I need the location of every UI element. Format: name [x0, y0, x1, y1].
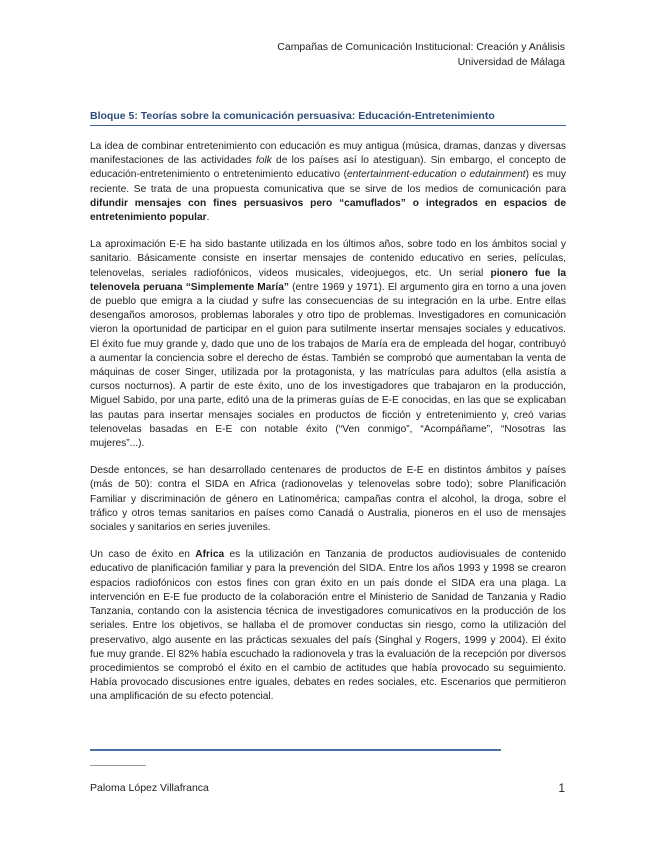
- text-run: pionero fue la telenovela peruana “Simplemente María”: [90, 267, 566, 293]
- text-run: ) es muy reciente. Se trata de una propuesta comunicativa que se sirve de los medios de comunicación para: [90, 169, 566, 195]
- text-run: Africa: [195, 549, 225, 561]
- text-run: Un caso de éxito en: [90, 549, 196, 561]
- text-run: folk: [255, 155, 272, 167]
- text-run: es la utilización en Tanzania de productos audiovisuales de contenido educativo de planificación familiar y para la prevención del SIDA. Entre los años 1993 y 1998 se crearon espacios radiofónicos con estos fines con gran éxito en un país donde el SIDA era una plaga. La intervención en E-E fue producto de la colaboración entre el Ministerio de Sanidad de Tanzania y Radio Tanzania, contando con la asistencia técnica de investigadores comunicativos en la producción de los seriales. Entre los objetivos, se hallaba el de promover conductas sin riesgo, como la utilización del preservativo, algo ausente en las prácticas sexuales del país (Singhal y Rogers, 1999 y 2004). El éxito fue muy grande. El 82% había escuchado la radionovela y tras la evaluación de la recepción por diversos procedimientos se comprobó el éxito en el cambio de actitudes que había provocado su seguimiento. Había provocado discusiones entre iguales, debates en redes sociales, etc. Escenarios que permitieron una amplificación de su efecto potencial.: [90, 549, 566, 703]
- text-run: La aproximación E-E ha sido bastante utilizada en los últimos años, sobre todo en los ámbitos social y sanitario. Básicamente consiste en insertar mensajes de contenido educativo en series, películas, telenovelas, seriales radiofónicos, videos musicales, videojuegos, etc. Un serial: [90, 239, 566, 279]
- header-university: Universidad de Málaga: [457, 56, 565, 68]
- text-run: de los países así lo atestiguan). Sin embargo, el concepto de educación-entretenimiento o entretenimiento educativo (: [90, 155, 566, 181]
- page-header: [277, 40, 565, 70]
- section-heading: Bloque 5: Teorías sobre la comunicación persuasiva: Educación-Entretenimiento: [90, 110, 566, 126]
- paragraph-3: [90, 464, 566, 535]
- text-run: (entre 1969 y 1971). El argumento gira en torno a una joven de pueblo que emigra a la ciudad y sufre las consecuencias de su integración en la urbe. Entre ellas desengaños amorosos, problemas laborales y otro tipo de problemas. Investigadores en comunicación vieron la oportunidad de participar en el guion para sutilmente insertar mensajes sociales y educativos. El éxito fue muy grande y, dado que uno de los trabajos de María era de empleada del hogar, contribuyó a aumentar la conciencia sobre el derecho de éstas. También se comprobó que aumentaban la venta de máquinas de coser Singer, utilizada por la protagonista, y las matrículas para adultos (ella asistía a cursos nocturnos). A partir de este éxito, uno de los investigadores que trabajaron en la producción, Miguel Sabido, por una parte, editó una de la primeras guías de E-E conocidas, en las que se explicaban las pautas para insertar mensajes sociales en productos de ficción y entretenimiento y, creó varias telenovelas basadas en E-E con notable éxito (“Ven conmigo”, “Acompáñame”, “Nosotras las mujeres”...).: [90, 281, 566, 450]
- text-run: difundir mensajes con fines persuasivos pero “camuflados” o integrados en espacios de entretenimiento popular: [90, 197, 566, 224]
- text-run: .: [206, 212, 210, 224]
- text-run: entertainment-education o edutainment: [346, 169, 526, 181]
- footer-author: Paloma López Villafranca: [90, 782, 209, 794]
- text-run: Desde entonces, se han desarrollado centenares de productos de E-E en distintos ámbitos y países (más de 50): contra el SIDA en Africa (radionovelas y telenovelas sobre todo); sobre Planificación Familiar y discriminación de género en Latinomérica; campañas contra el alcohol, la droga, sobre el tráfico y otros temas sanitarios en países como Canadá o Australia, pioneros en el uso de mensajes sociales y sanitarios en series juveniles.: [90, 465, 566, 534]
- body-text: [90, 140, 566, 705]
- paragraph-1: [90, 140, 566, 225]
- footer-rule: [90, 749, 501, 751]
- paragraph-4: [90, 548, 566, 704]
- page-number: 1: [558, 781, 565, 795]
- text-run: La idea de combinar entretenimiento con educación es muy antigua (música, dramas, danzas y diversas manifestaciones de las actividades: [90, 141, 566, 167]
- footnote-rule: [90, 765, 146, 766]
- paragraph-2: [90, 238, 566, 451]
- header-course-title: Campañas de Comunicación Institucional: Creación y Análisis: [277, 41, 565, 53]
